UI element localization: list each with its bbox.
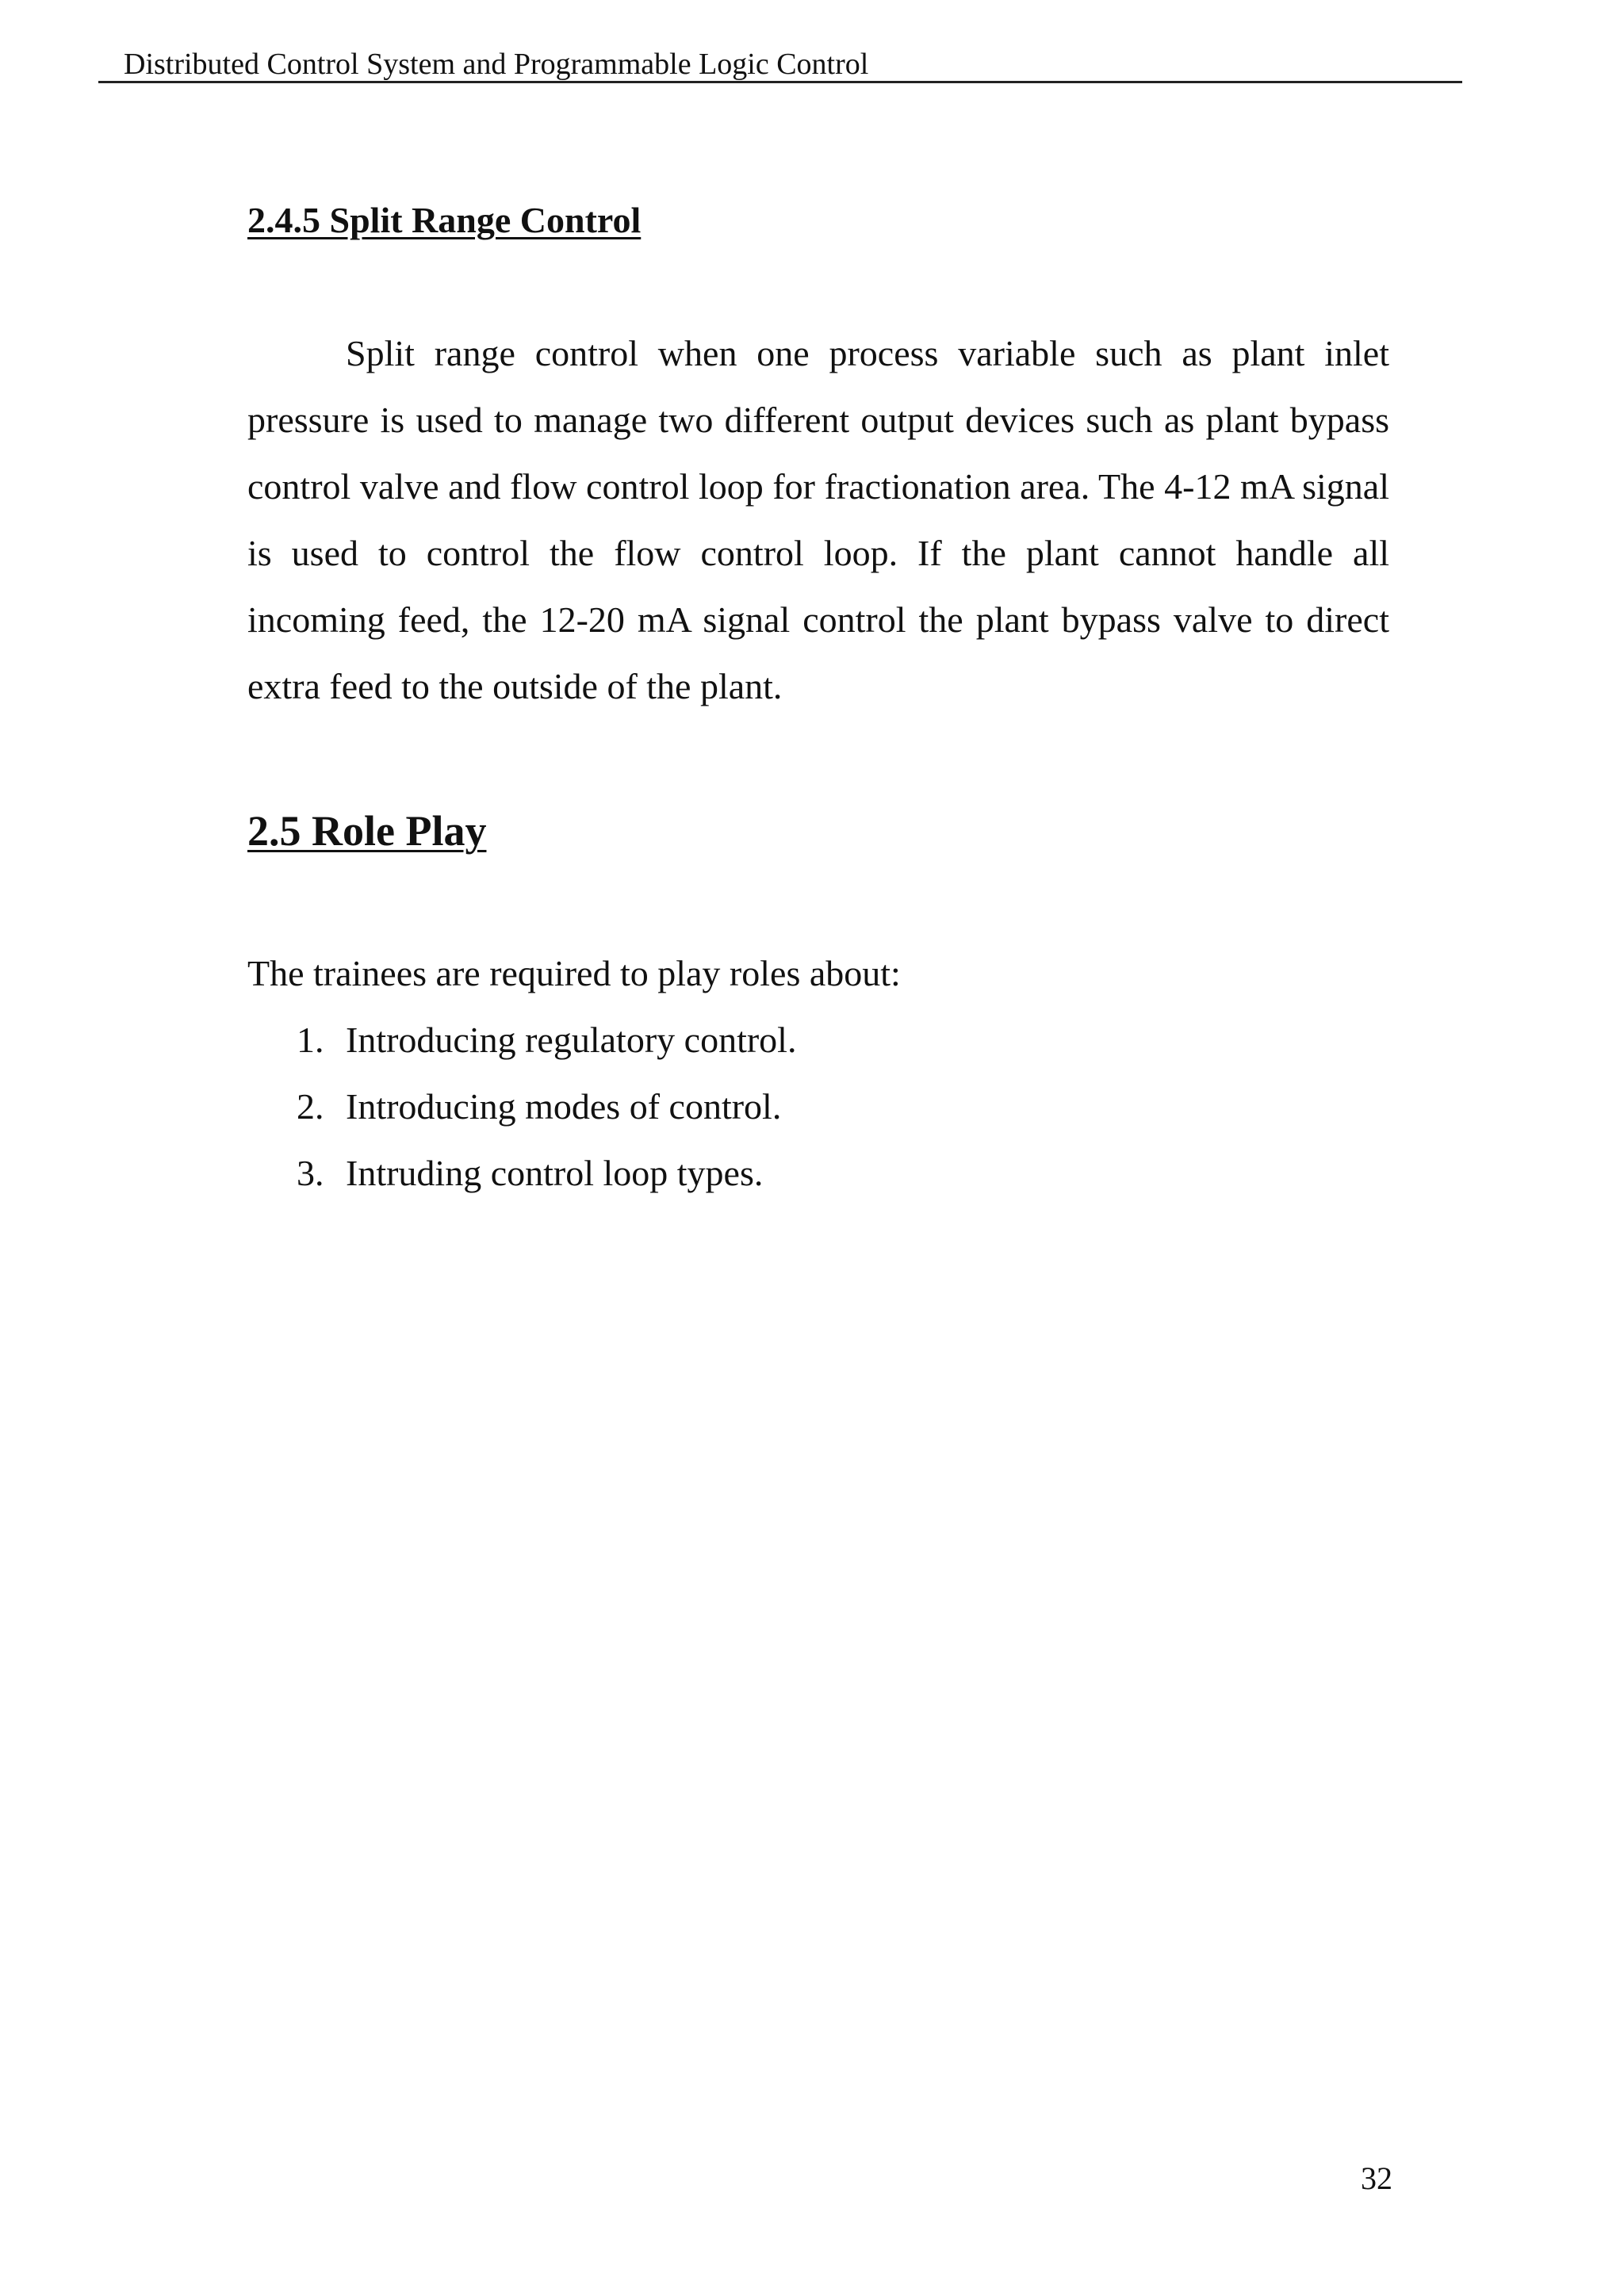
running-header [98,48,1462,83]
list-item-number: 1. [297,1020,324,1060]
split-range-paragraph: Split range control when one process variable such as plant inlet pressure is used to manage two different output devices such as plant bypass control valve and flow control loop for fractionation area. The 4-12 mA signal is used to control the flow control loop. If the plant cannot handle all incoming feed, the 12-20 mA signal control the plant bypass valve to direct extra feed to the outside of the plant. [247,333,1389,706]
list-item [247,1140,796,1207]
list-item-number: 2. [297,1086,324,1127]
list-item-number: 3. [297,1153,324,1193]
list-item-text: Introducing modes of control. [346,1086,782,1127]
section-heading-role-play: 2.5 Role Play [247,807,487,855]
running-header-title: Distributed Control System and Programmable Logic Control [124,48,869,81]
role-play-intro: The trainees are required to play roles about: [247,953,901,993]
list-item-text: Introducing regulatory control. [346,1020,797,1060]
list-item [247,1007,796,1073]
section-heading-split-range-control: 2.4.5 Split Range Control [247,200,642,240]
page-number: 32 [1361,2160,1392,2196]
list-item-text: Intruding control loop types. [346,1153,764,1193]
role-play-list [247,1007,796,1207]
list-item [247,1073,796,1140]
